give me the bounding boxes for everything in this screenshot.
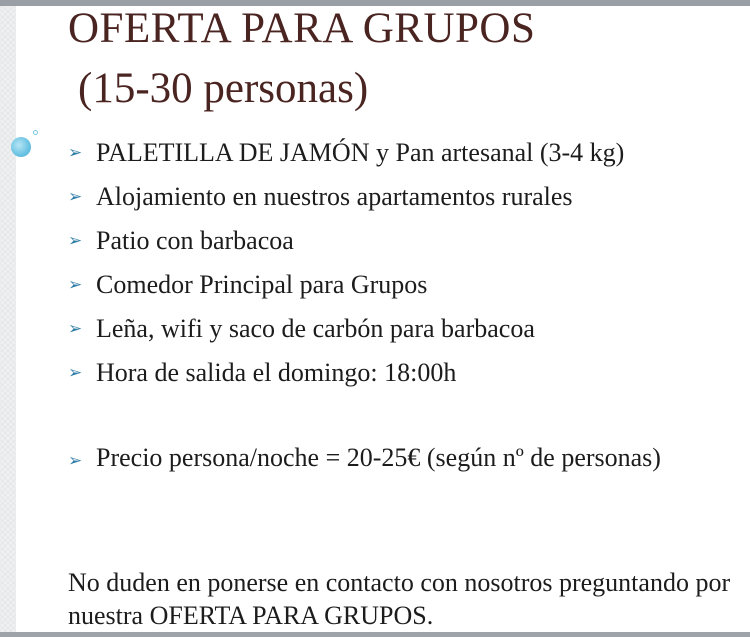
arrow-bullet-icon: ➢ [68, 231, 83, 250]
decorative-small-dot-icon [33, 130, 38, 135]
arrow-bullet-icon: ➢ [68, 143, 83, 162]
slide-side-strip [0, 6, 16, 632]
arrow-bullet-icon: ➢ [68, 319, 83, 338]
price-paragraph [68, 440, 708, 479]
contact-paragraph: No duden en ponerse en contacto con nosotros preguntando por nuestra OFERTA PARA GRUPOS. [68, 568, 731, 630]
bullet-item [68, 263, 624, 307]
arrow-bullet-icon: ➢ [68, 187, 83, 206]
slide-subtitle: (15-30 personas) [78, 65, 369, 112]
offer-bullet-list [68, 131, 624, 395]
bullet-text: PALETILLA DE JAMÓN y Pan artesanal (3-4 kg) [96, 138, 625, 167]
bullet-item [68, 131, 624, 175]
bullet-text: Patio con barbacoa [96, 226, 294, 255]
arrow-bullet-icon: ➢ [68, 275, 83, 294]
bullet-text: Comedor Principal para Grupos [96, 270, 428, 299]
arrow-bullet-icon: ➢ [68, 363, 83, 382]
bottom-border [0, 632, 750, 637]
bullet-item [68, 175, 624, 219]
price-text: Precio persona/noche = 20-25€ (según nº de personas) [96, 443, 661, 472]
slide-title: OFERTA PARA GRUPOS [68, 5, 536, 52]
bullet-item [68, 351, 624, 395]
bullet-item [68, 219, 624, 263]
arrow-bullet-icon: ➢ [68, 451, 83, 470]
bullet-item [68, 307, 624, 351]
bullet-text: Alojamiento en nuestros apartamentos rurales [96, 182, 573, 211]
bullet-text: Hora de salida el domingo: 18:00h [96, 358, 457, 387]
bullet-text: Leña, wifi y saco de carbón para barbacoa [96, 314, 535, 343]
decorative-dot-icon [11, 137, 31, 157]
